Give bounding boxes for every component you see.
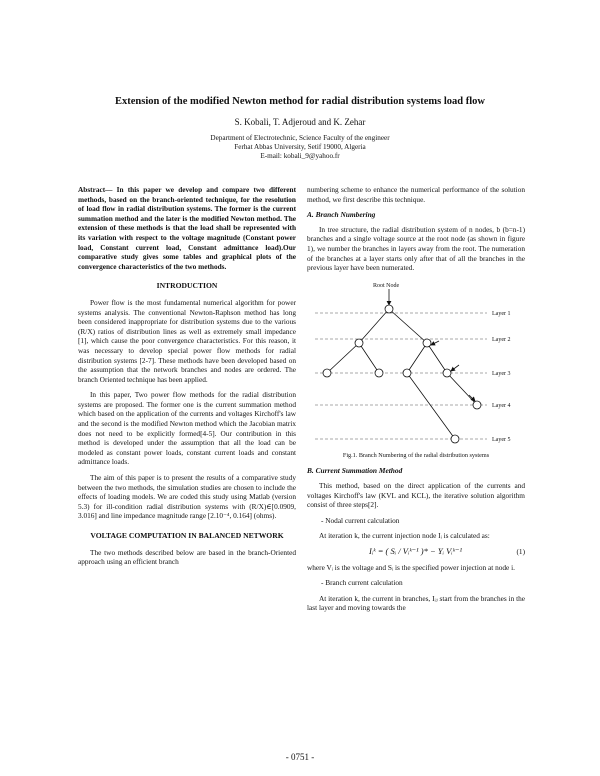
paper-authors: S. Kobali, T. Adjeroud and K. Zehar — [234, 117, 366, 127]
node-9 — [451, 435, 459, 443]
branch-6 — [427, 343, 447, 373]
branch-3 — [327, 343, 359, 373]
intro-paragraph-2: In this paper, Two power flow methods for the radial distribution systems are proposed. The former one is the current summation method which based on the application of the currents and voltages Kirchoff's law and the second is the modified Newton method which the Jacobian matrix does not need to be explicitly formed[4-5]. Our contribution in this method is developed under the assumption that all the load can be modeled as constant power loads, constant current loads and constant admittance loads. — [78, 390, 296, 467]
page-number: - 0751 - — [285, 752, 315, 762]
abstract: Abstract— In this paper we develop and compare two different methods, based on the branch-oriented technique, for the resolution of load flow in radial distribution systems. The former is the current summation method and the later is the modified Newton method. The extension of these methods is that the load shall be represented with its variation with respect to the voltage magnitude (Constant power load, Constant current load, Constant admittance load).Our comparative study gives some tables and graphical plots of the convergence characteristics of the two methods. — [78, 185, 296, 271]
node-6 — [403, 369, 411, 377]
bullet-branch-current: - Branch current calculation — [321, 578, 403, 588]
figure-1-caption: Fig.1. Branch Numbering of the radial distribution systems — [342, 451, 490, 459]
voltage-computation-paragraph: The two methods described below are based in the branch-Oriented approach using an efficient branch — [78, 547, 296, 567]
paper-title: Extension of the modified Newton method for radial distribution systems load flow — [115, 96, 485, 107]
equation-1-number: (1) — [516, 546, 525, 556]
voltage-computation-heading: VOLTAGE COMPUTATION IN BALANCED NETWORK — [90, 531, 284, 540]
branch-2 — [389, 309, 427, 343]
intro-paragraph-1: Power flow is the most fundamental numerical algorithm for power systems analysis. The conventional Newton-Raphson method has long been considered inappropriate for distribution systems due to the various (R/X) ratios of distribution lines as well as extremely small impedance [1], which cause the poor convergence characteristics. For this reason, it was necessary to develop special power flow methods for radial distribution systems [2-7]. These methods have been developed based on the assumption that the network branches and nodes are ordered. The branch Oriented technique has been applied. — [78, 297, 296, 384]
layer-2-label: Layer 2 — [492, 336, 511, 343]
left-column — [78, 185, 296, 573]
current-summation-paragraph: This method, based on the direct application of the currents and voltages Kirchoff's law (KVL and KCL), the iterative solution algorithm consist of three steps[2]. — [307, 480, 525, 510]
node-8 — [473, 401, 481, 409]
node-1 — [385, 305, 393, 313]
layer-1-label: Layer 1 — [492, 310, 511, 317]
node-3 — [423, 339, 431, 347]
layer-3-label: Layer 3 — [492, 370, 511, 377]
current-summation-heading: B. Current Summation Method — [307, 466, 403, 476]
branch-numbering-heading: A. Branch Numbering — [307, 210, 376, 220]
node-7 — [443, 369, 451, 377]
right-column — [307, 185, 525, 619]
branch-numbering-figure — [307, 279, 525, 449]
introduction-heading: INTRODUCTION — [156, 281, 218, 291]
node-4 — [323, 369, 331, 377]
injection-arrow-3 — [431, 341, 439, 345]
branch-8 — [407, 373, 455, 439]
affiliation-email: E-mail: kobali_9@yahoo.fr — [260, 152, 340, 160]
affiliation-department: Department of Electrotechnic, Science Faculty of the engineer — [210, 134, 390, 142]
branch-current-paragraph: At iteration k, the current in branches, Iᵢⱼ start from the branches in the last layer and moving towards the — [307, 593, 525, 613]
author-affiliation — [60, 134, 540, 161]
nodal-current-paragraph: At iteration k, the current injection node Iᵢ is calculated as: — [319, 531, 490, 541]
layer-5-label: Layer 5 — [492, 436, 511, 443]
equation-1-body: Iᵢᵏ = ( Sᵢ / Vᵢᵏ⁻¹ )* − Yᵢ Vᵢᵏ⁻¹ — [369, 545, 463, 556]
layer-4-label: Layer 4 — [492, 402, 511, 409]
affiliation-university: Ferhat Abbas University, Setif 19000, Algeria — [234, 143, 366, 151]
node-2 — [355, 339, 363, 347]
branch-numbering-paragraph: In tree structure, the radial distribution system of n nodes, b (b=n-1) branches and a single voltage source at the root node (as shown in figure 1), we number the branches in layers away from the root. The numeration of the branches at a layer starts only after that of all the branches in the previous layer have been numerated. — [307, 224, 525, 273]
root-node-label: Root Node — [373, 282, 400, 289]
equation-1-explanation: where Vᵢ is the voltage and Sᵢ is the specified power injection at node i. — [307, 562, 515, 572]
node-5 — [375, 369, 383, 377]
bullet-nodal-current: - Nodal current calculation — [321, 515, 400, 525]
branch-4 — [359, 343, 379, 373]
branch-1 — [359, 309, 389, 343]
equation-1 — [307, 547, 525, 557]
intro-paragraph-3: The aim of this paper is to present the results of a comparative study between the two methods, the simulation studies are chosen to include the effects of loading models. We are coded this study using Matlab (version 5.3) for ill-condition radial distribution systems with (R/X)∈[0.0909, 3.016] and line impedance magnitude range [2.10⁻⁴, 0.164] (ohms). — [78, 473, 296, 521]
branch-5 — [407, 343, 427, 373]
numbering-intro-paragraph: numbering scheme to enhance the numerical performance of the solution method, we first describe this technique. — [307, 185, 525, 204]
branch-7 — [447, 373, 477, 405]
injection-arrow-7 — [451, 365, 459, 371]
